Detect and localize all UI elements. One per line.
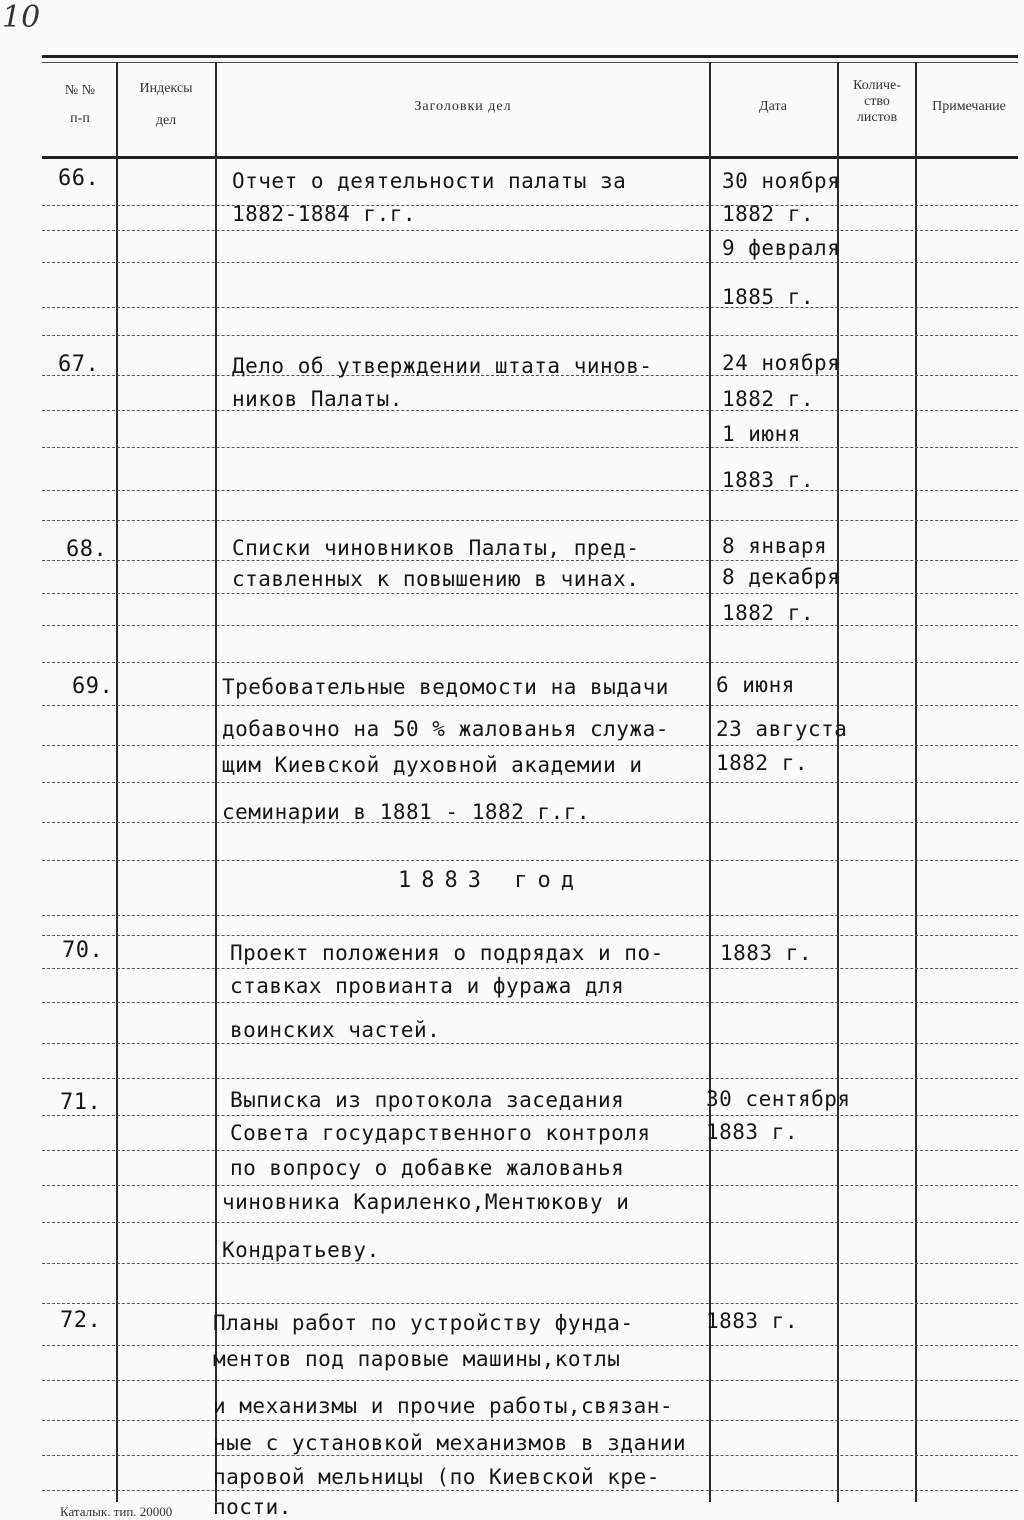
rule-line [42, 1420, 1018, 1421]
entry-date: 1885 г. [722, 285, 815, 309]
rule-line [42, 782, 1018, 783]
entry-title-line: ставленных к повышению в чинах. [232, 567, 640, 591]
rule-line [42, 1303, 1018, 1304]
entry-number: 70. [62, 938, 104, 963]
rule-line [42, 307, 1018, 308]
header-index [118, 78, 214, 132]
entry-title-line: 1882-1884 г.г. [232, 202, 417, 226]
entry-title-line: Дело об утверждении штата чинов- [232, 354, 653, 378]
header-sheets-line3: листов [856, 110, 898, 125]
entry-title-line: ментов под паровые машины,котлы [213, 1347, 621, 1371]
rule-line [42, 662, 1018, 663]
rule-line [42, 1115, 1018, 1116]
entry-title-line: пости. [213, 1495, 292, 1519]
entry-title-line: паровой мельницы (по Киевской кре- [213, 1465, 660, 1489]
entry-date: 1883 г. [706, 1120, 799, 1144]
entry-title-line: Отчет о деятельности палаты за [232, 169, 627, 193]
rule-line [42, 1185, 1018, 1186]
entry-title-line: Списки чиновников Палаты, пред- [232, 536, 640, 560]
top-rule-thin [42, 62, 1018, 63]
rule-line [42, 1078, 1018, 1079]
year-heading: 1883 год [398, 868, 584, 893]
rule-line [42, 860, 1018, 861]
rule-line [42, 230, 1018, 231]
entry-title-line: Планы работ по устройству фунда- [213, 1311, 634, 1335]
entry-title-line: Проект положения о подрядах и по- [230, 941, 664, 965]
entry-date: 8 января [722, 534, 828, 558]
entry-date: 1882 г. [716, 751, 809, 775]
entry-number: 67. [58, 352, 100, 377]
rule-line [42, 1002, 1018, 1003]
entry-number: 71. [60, 1090, 102, 1115]
entry-date: 6 июня [716, 673, 795, 697]
entry-title-line: Выписка из протокола заседания [230, 1088, 625, 1112]
rule-line [42, 447, 1018, 448]
entry-title-line: ставках провианта и фуража для [230, 974, 625, 998]
rule-line [42, 915, 1018, 916]
entry-date: 9 февраля [722, 236, 841, 260]
header-number-line2: п-п [70, 111, 90, 126]
entry-title-line: по вопросу о добавке жалованья [230, 1156, 625, 1180]
rule-line [42, 1490, 1018, 1491]
rule-line [42, 968, 1018, 969]
entry-date: 1883 г. [720, 941, 813, 965]
rule-line [42, 1263, 1018, 1264]
entry-title-line: щим Киевской духовной академии и [222, 753, 643, 777]
header-number-line1: № № [64, 83, 96, 98]
header-note: Примечание [932, 99, 1006, 114]
entry-title-line: добавочно на 50 % жалованья служа- [222, 717, 669, 741]
entry-title-line: и механизмы и прочие работы,связан- [213, 1394, 674, 1418]
corner-mark: 10 [2, 0, 41, 35]
entry-date: 30 ноября [722, 169, 841, 193]
rule-line [42, 625, 1018, 626]
header-index-line2: дел [155, 113, 177, 128]
entry-number: 66. [58, 166, 100, 191]
printer-footer: Каталык. тип. 20000 [60, 1504, 173, 1519]
entry-title-line: ные с установкой механизмов в здании [213, 1431, 687, 1455]
header-sheets-line2: ство [864, 94, 890, 109]
rule-line [42, 1380, 1018, 1381]
header-title: Заголовки дел [414, 99, 512, 114]
rule-line [42, 935, 1018, 936]
entry-date: 30 сентября [706, 1087, 851, 1111]
header-sheets [839, 78, 915, 126]
entry-title-line: ников Палаты. [232, 387, 403, 411]
rule-line [42, 705, 1018, 706]
entry-date: 8 декабря [722, 565, 841, 589]
entry-title-line: Совета государственного контроля [230, 1121, 651, 1145]
entry-date: 1882 г. [722, 601, 815, 625]
header-bottom-rule [42, 156, 1018, 159]
entry-title-line: Требовательные ведомости на выдачи [222, 675, 669, 699]
entry-date: 24 ноября [722, 351, 841, 375]
entry-title-line: чиновника Кариленко,Ментюкову и [222, 1190, 630, 1214]
entry-title-line: воинских частей. [230, 1018, 441, 1042]
rule-line [42, 1150, 1018, 1151]
entry-number: 72. [60, 1308, 102, 1333]
rule-line [42, 490, 1018, 491]
rule-line [42, 520, 1018, 521]
rule-line [42, 1222, 1018, 1223]
entry-title-line: Кондратьеву. [222, 1238, 380, 1262]
rule-line [42, 262, 1018, 263]
entry-date: 1883 г. [722, 468, 815, 492]
rule-line [42, 745, 1018, 746]
entry-date: 1883 г. [706, 1309, 799, 1333]
entry-date: 1882 г. [722, 202, 815, 226]
entry-number: 68. [66, 537, 108, 562]
header-number [46, 80, 114, 130]
entry-date: 23 августа [716, 717, 848, 741]
header-index-line1: Индексы [139, 81, 193, 96]
rule-line [42, 205, 1018, 206]
entry-date: 1882 г. [722, 387, 815, 411]
rule-line [42, 593, 1018, 594]
top-rule [42, 55, 1018, 58]
rule-line [42, 335, 1018, 336]
header-sheets-line1: Количе- [853, 78, 901, 93]
entry-title-line: семинарии в 1881 - 1882 г.г. [222, 800, 591, 824]
rule-line [42, 1043, 1018, 1044]
entry-number: 69. [72, 674, 114, 699]
header-date: Дата [759, 99, 787, 114]
entry-date: 1 июня [722, 422, 801, 446]
rule-line [42, 410, 1018, 411]
